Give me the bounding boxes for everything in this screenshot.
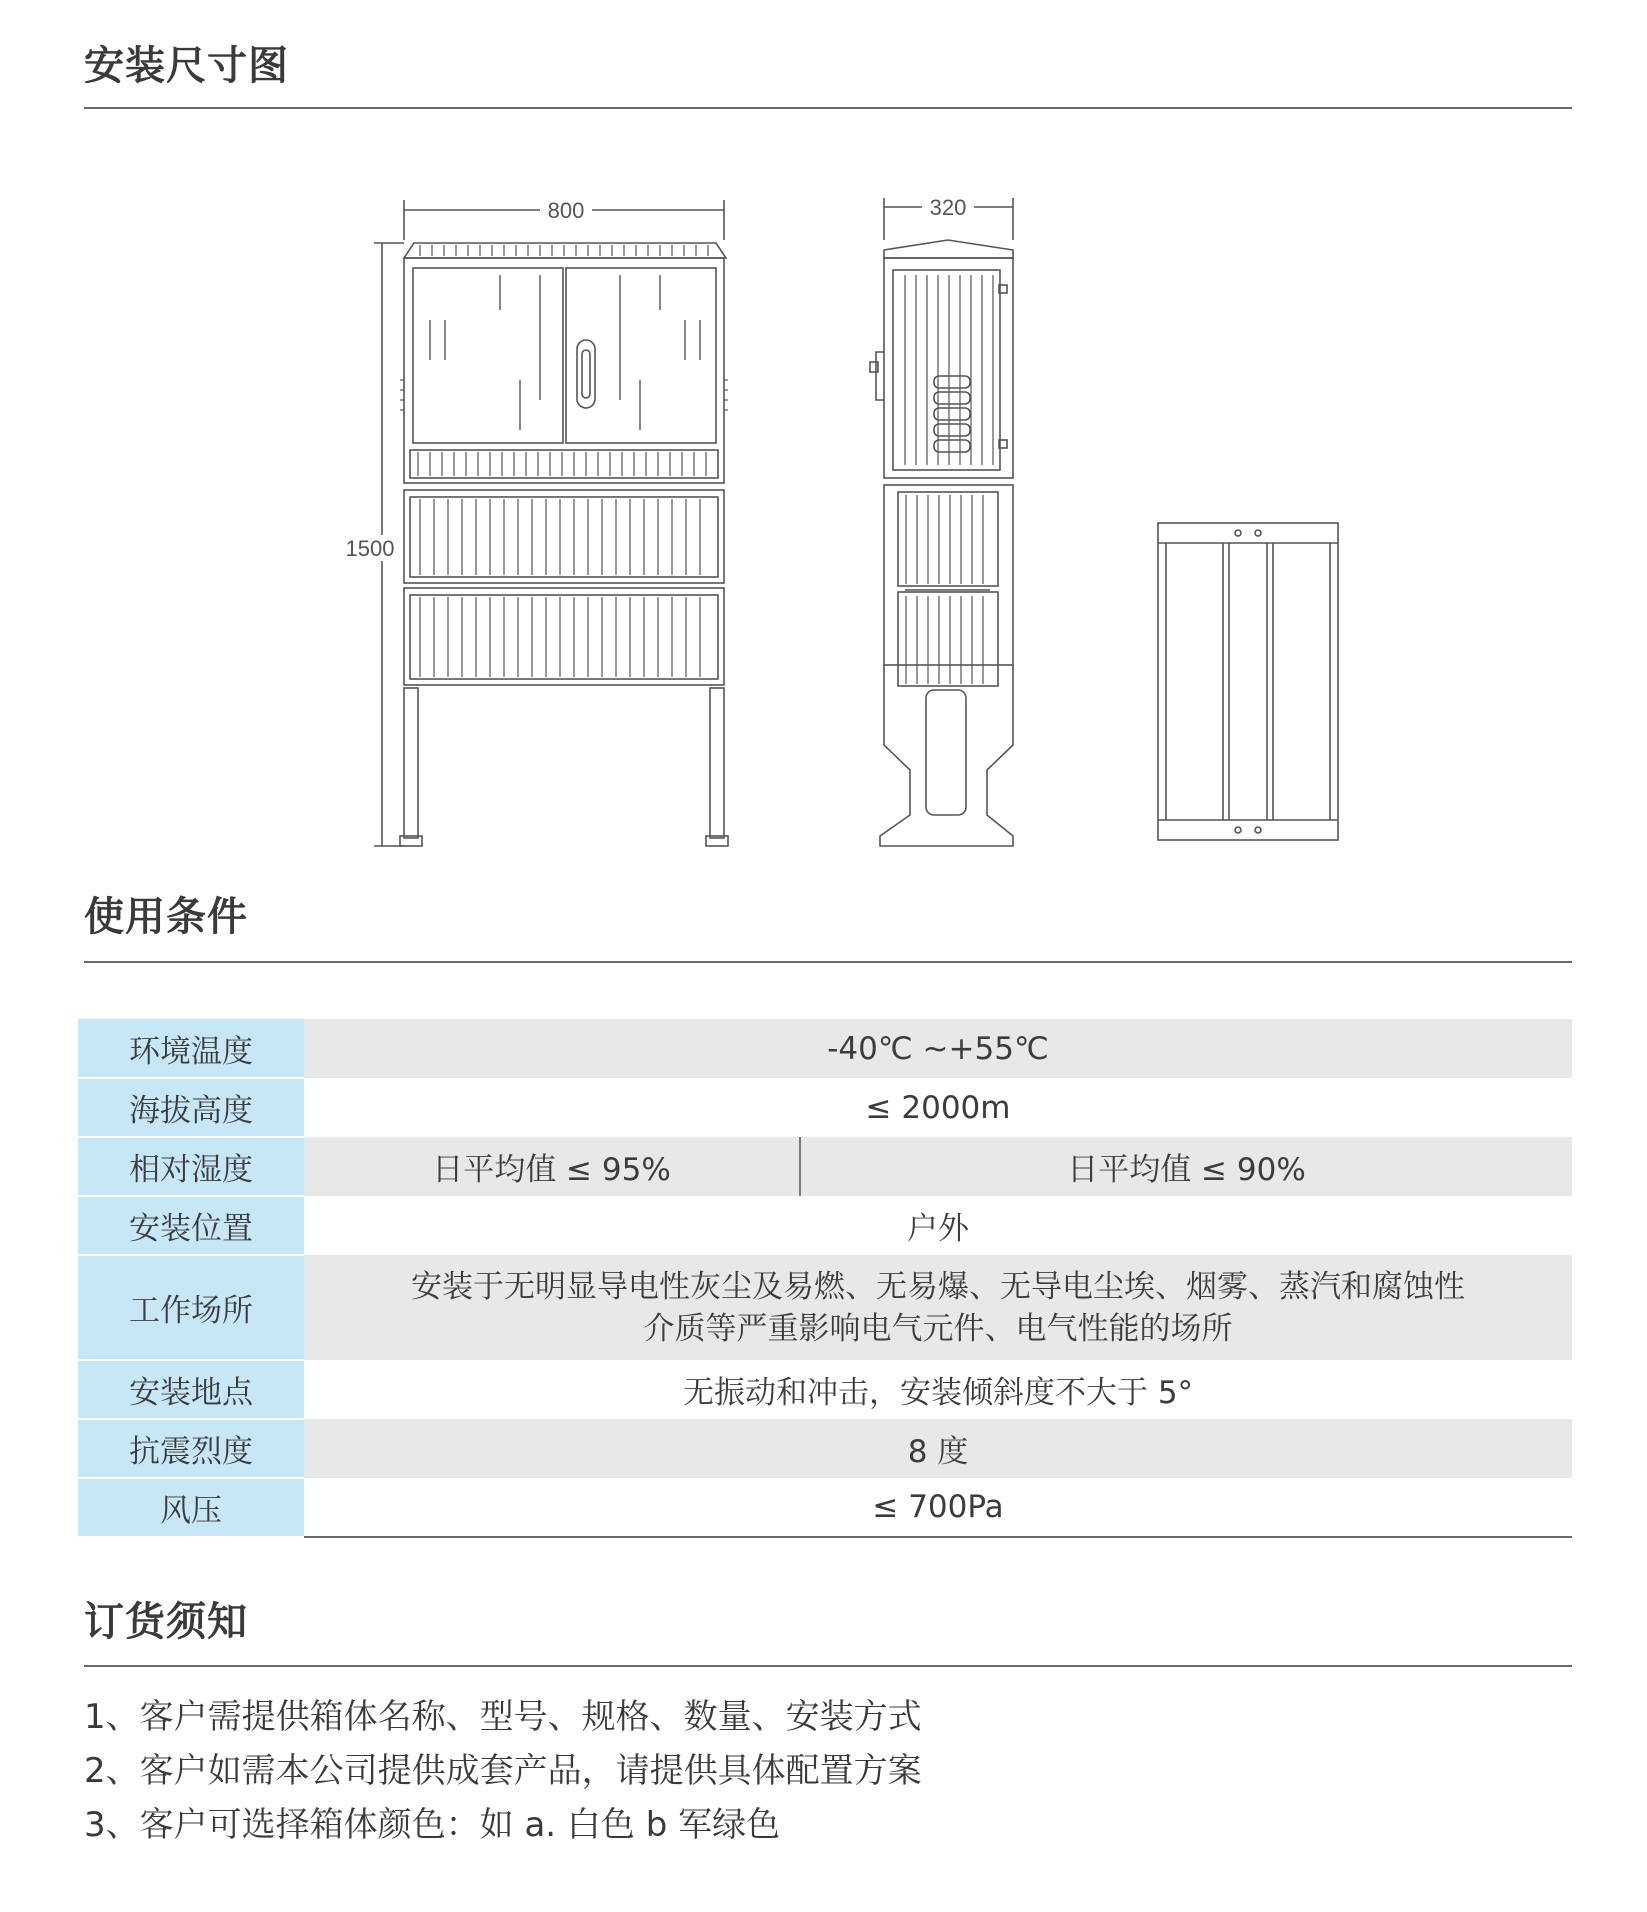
row-label: 工作场所	[78, 1255, 304, 1360]
row-value: ≤ 700Pa	[304, 1478, 1572, 1537]
row-value: 8 度	[304, 1419, 1572, 1478]
table-row	[78, 1019, 1572, 1078]
top-view-drawing	[1158, 523, 1338, 840]
section-title-conditions: 使用条件	[84, 894, 248, 940]
table-row	[78, 1137, 1572, 1196]
row-value: ≤ 2000m	[304, 1078, 1572, 1137]
section-title-order: 订货须知	[84, 1599, 248, 1645]
front-view-drawing	[374, 200, 728, 846]
side-view-drawing	[870, 198, 1013, 846]
row-value-a: 日平均值 ≤ 95%	[304, 1137, 800, 1196]
row-value: 户外	[304, 1196, 1572, 1255]
row-label: 相对湿度	[78, 1137, 304, 1196]
row-label: 抗震烈度	[78, 1419, 304, 1478]
table-row	[78, 1419, 1572, 1478]
installation-dimension-drawing	[0, 180, 1647, 860]
order-notes-list	[84, 1690, 922, 1852]
table-row	[78, 1196, 1572, 1255]
note-item: 2、客户如需本公司提供成套产品，请提供具体配置方案	[84, 1751, 922, 1791]
front-height-label: 1500	[345, 536, 395, 561]
note-item: 3、客户可选择箱体颜色：如 a. 白色 b 军绿色	[84, 1805, 781, 1845]
table-row	[78, 1478, 1572, 1537]
note-item: 1、客户需提供箱体名称、型号、规格、数量、安装方式	[84, 1697, 922, 1737]
section-title-install: 安装尺寸图	[84, 43, 289, 89]
row-value-line: 安装于无明显导电性灰尘及易燃、无易爆、无导电尘埃、烟雾、蒸汽和腐蚀性	[411, 1268, 1465, 1305]
side-width-label: 320	[929, 195, 967, 220]
section-divider	[84, 961, 1572, 963]
table-row	[78, 1078, 1572, 1137]
conditions-table	[78, 1019, 1572, 1538]
row-value-line: 介质等严重影响电气元件、电气性能的场所	[643, 1310, 1233, 1347]
table-row	[78, 1360, 1572, 1419]
row-value-b: 日平均值 ≤ 90%	[800, 1137, 1572, 1196]
row-label: 海拔高度	[78, 1078, 304, 1137]
row-label: 安装位置	[78, 1196, 304, 1255]
row-label: 安装地点	[78, 1360, 304, 1419]
table-row	[78, 1255, 1572, 1360]
row-value: -40℃ ~+55℃	[304, 1019, 1572, 1078]
row-value: 无振动和冲击，安装倾斜度不大于 5°	[304, 1360, 1572, 1419]
front-width-label: 800	[547, 198, 585, 223]
section-divider	[84, 107, 1572, 109]
row-value	[304, 1255, 1572, 1360]
section-divider	[84, 1665, 1572, 1667]
row-label: 风压	[78, 1478, 304, 1537]
row-label: 环境温度	[78, 1019, 304, 1078]
